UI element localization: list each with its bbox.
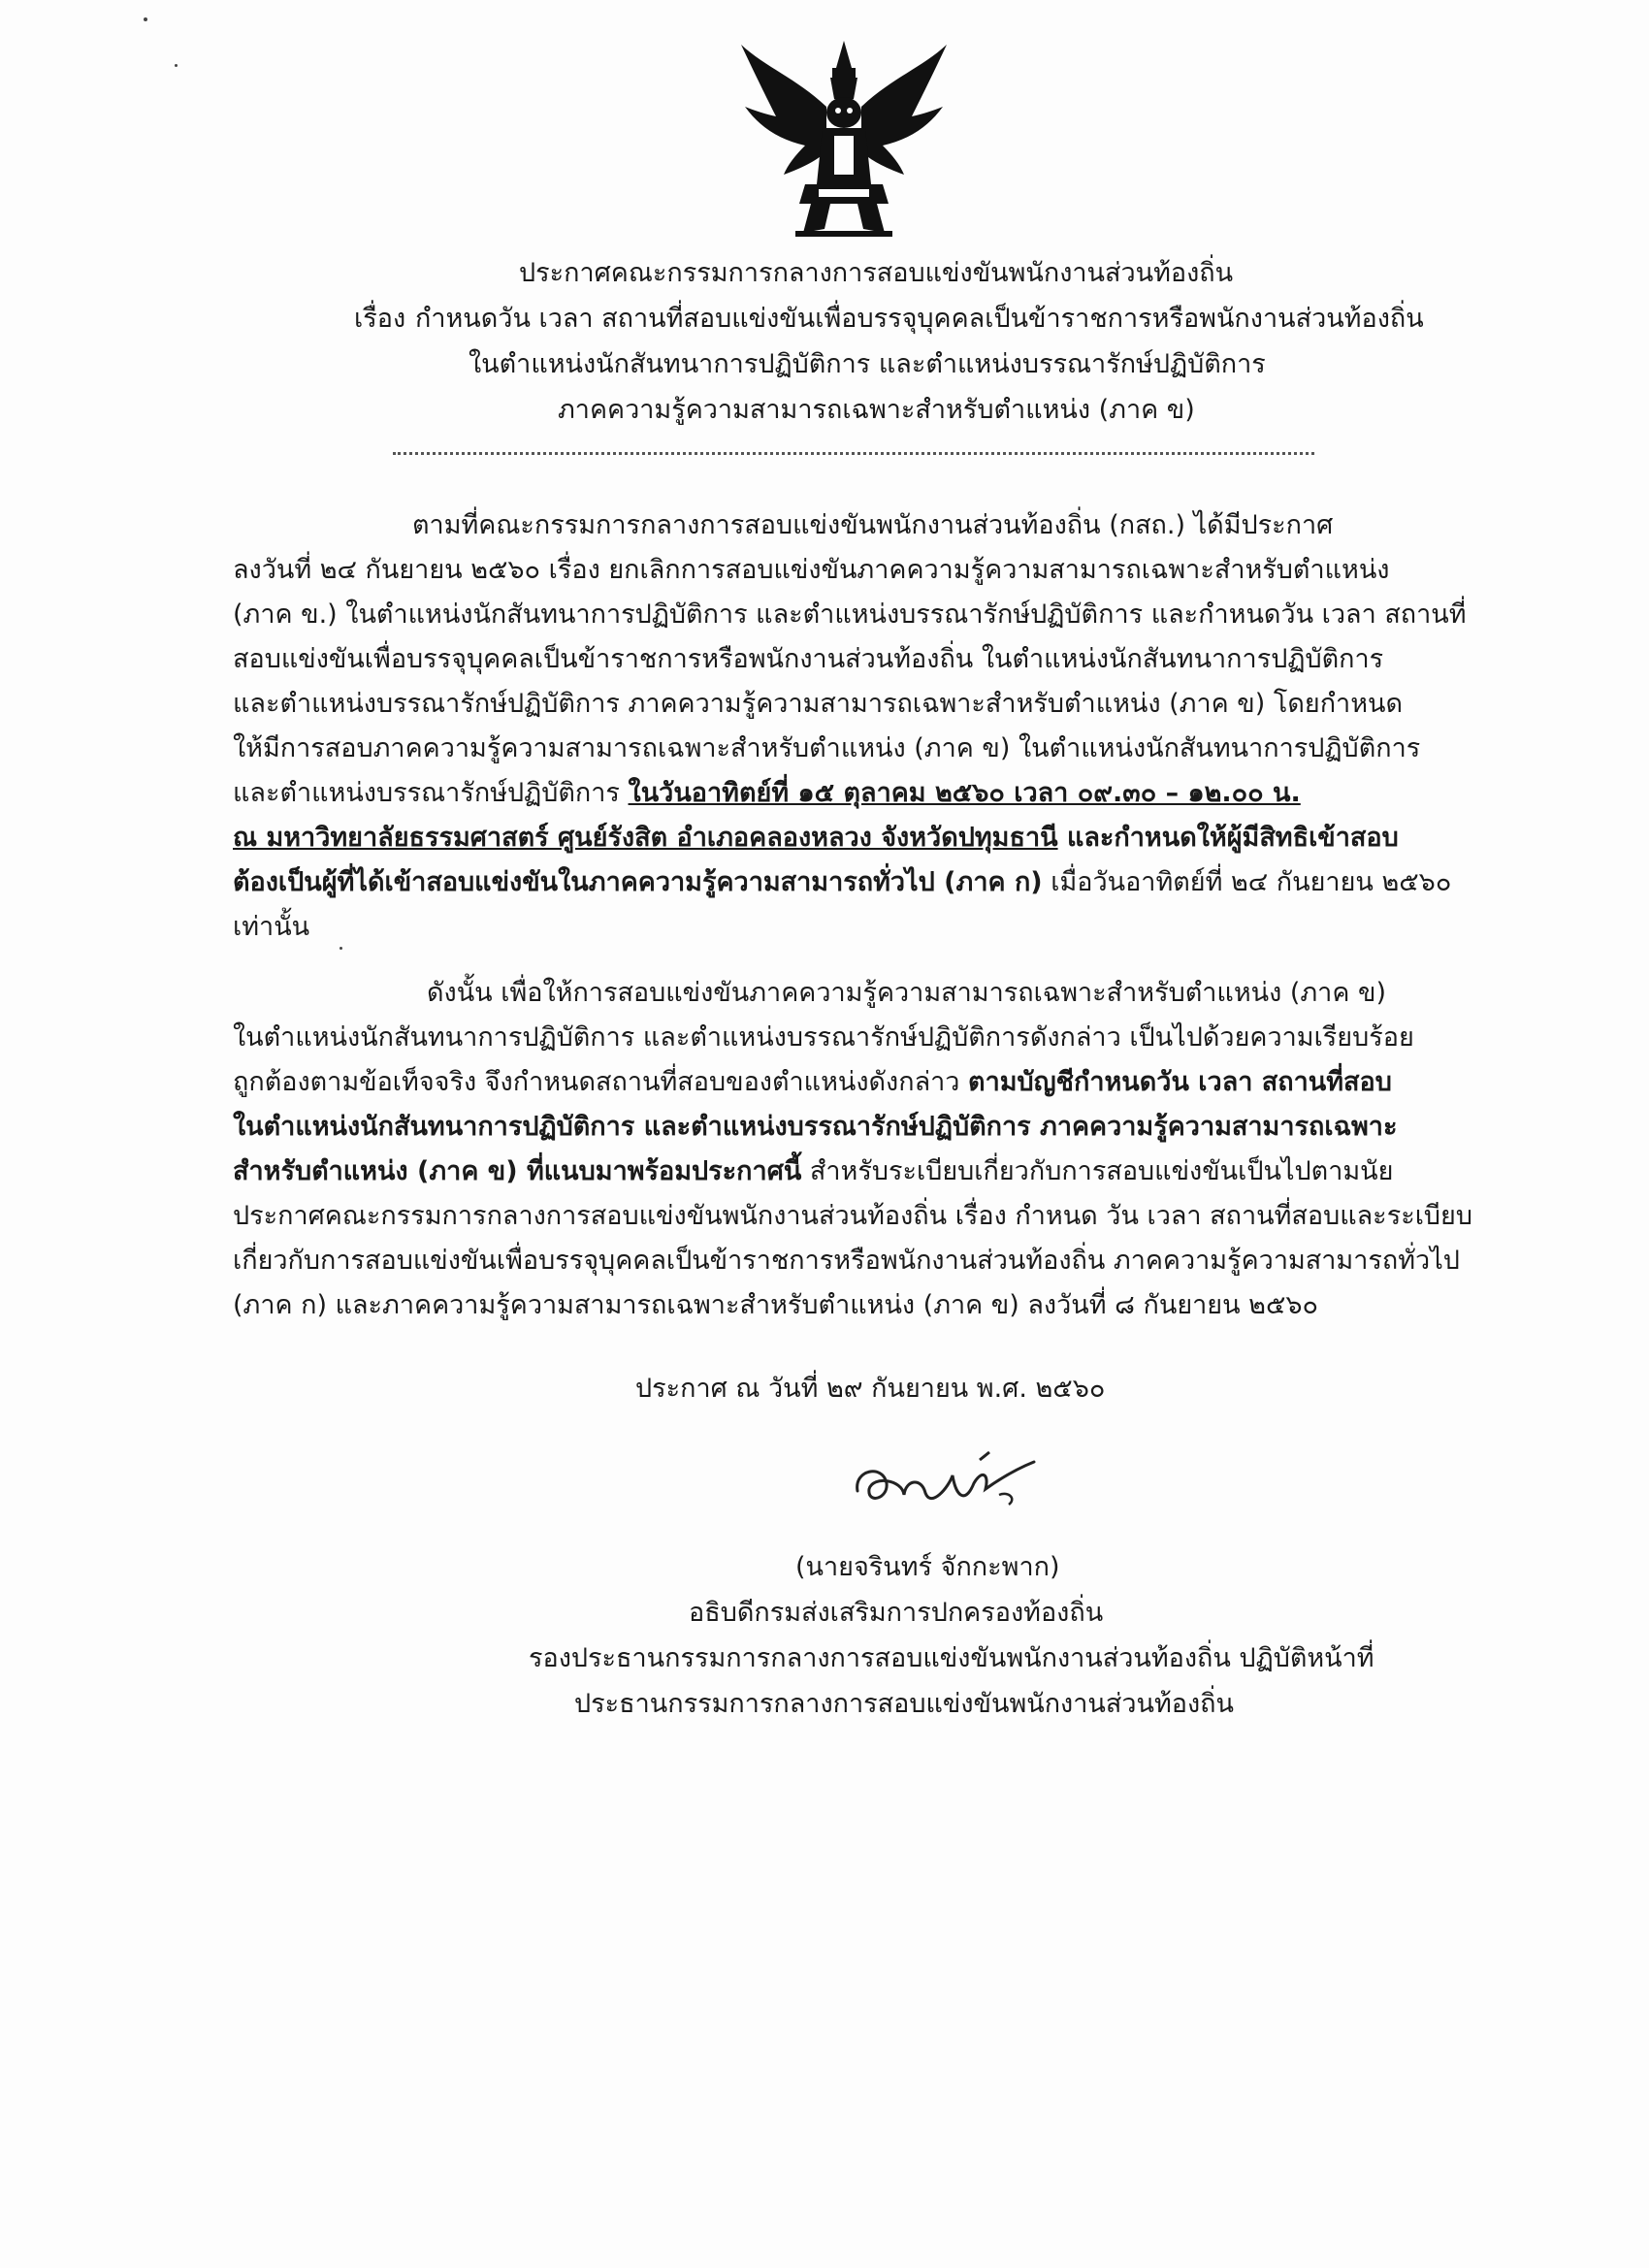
signatory-title-2: รองประธานกรรมการกลางการสอบแข่งขันพนักงานส่วนท้องถิ่น ปฏิบัติหน้าที่ (529, 1643, 1374, 1673)
para2-line-5 (233, 1152, 1393, 1191)
subject-line-2: ในตำแหน่งนักสันทนาการปฏิบัติการ และตำแหน่งบรรณารักษ์ปฏิบัติการ (469, 349, 1266, 379)
para2-line-3-text: ถูกต้องตามข้อเท็จจริง จึงกำหนดสถานที่สอบของตำแหน่งดังกล่าว (233, 1067, 969, 1097)
para1-line-6: ให้มีการสอบภาคความรู้ความสามารถเฉพาะสำหรับตำแหน่ง (ภาค ข) ในตำแหน่งนักสันทนาการปฏิบัติการ (233, 733, 1421, 763)
para1-line-10: เท่านั้น (233, 912, 310, 942)
divider-dotted-line (393, 452, 1314, 455)
para2-line-2: ในตำแหน่งนักสันทนาการปฏิบัติการ และตำแหน่งบรรณารักษ์ปฏิบัติการดังกล่าว เป็นไปด้วยความเรียบร้อย (233, 1022, 1414, 1053)
exam-date-time: ในวันอาทิตย์ที่ ๑๕ ตุลาคม ๒๕๖๐ เวลา ๐๙.๓๐ – ๑๒.๐๐ น. (628, 778, 1301, 808)
para2-line-8: (ภาค ก) และภาคความรู้ความสามารถเฉพาะสำหรับตำแหน่ง (ภาค ข) ลงวันที่ ๘ กันยายน ๒๕๖๐ (233, 1290, 1319, 1320)
subject-label: เรื่อง (354, 304, 406, 334)
para1-line-8 (233, 819, 1399, 858)
signatory-title-1: อธิบดีกรมส่งเสริมการปกครองท้องถิ่น (689, 1598, 1104, 1628)
para1-line-7-text: และตำแหน่งบรรณารักษ์ปฏิบัติการ (233, 778, 629, 808)
para1-line-5: และตำแหน่งบรรณารักษ์ปฏิบัติการ ภาคความรู้ความสามารถเฉพาะสำหรับตำแหน่ง (ภาค ข) โดยกำหนด (233, 689, 1403, 719)
scan-speck (175, 64, 178, 67)
schedule-reference-end: สำหรับตำแหน่ง (ภาค ข) ที่แนบมาพร้อมประกาศนี้ (233, 1156, 802, 1186)
signatory-title-3: ประธานกรรมการกลางการสอบแข่งขันพนักงานส่วนท้องถิ่น (574, 1689, 1234, 1719)
schedule-reference: ตามบัญชีกำหนดวัน เวลา สถานที่สอบ (968, 1067, 1392, 1097)
para1-line-7 (233, 774, 1301, 813)
para1-line-8-text: และกำหนดให้ผู้มีสิทธิเข้าสอบ (1057, 823, 1399, 853)
para2-line-7: เกี่ยวกับการสอบแข่งขันเพื่อบรรจุบุคคลเป็นข้าราชการหรือพนักงานส่วนท้องถิ่น ภาคความรู้ความสามารถทั่วไป (233, 1246, 1460, 1276)
para1-line-3: (ภาค ข.) ในตำแหน่งนักสันทนาการปฏิบัติการ และตำแหน่งบรรณารักษ์ปฏิบัติการ และกำหนดวัน เวลา สถานที่ (233, 599, 1467, 630)
announcement-title: ประกาศคณะกรรมการกลางการสอบแข่งขันพนักงานส่วนท้องถิ่น (519, 258, 1234, 288)
exam-venue: ณ มหาวิทยาลัยธรรมศาสตร์ ศูนย์รังสิต อำเภอคลองหลวง จังหวัดปทุมธานี (233, 823, 1058, 853)
para2-line-5-text: สำหรับระเบียบเกี่ยวกับการสอบแข่งขันเป็นไปตามนัย (801, 1156, 1394, 1186)
subject-line-3: ภาคความรู้ความสามารถเฉพาะสำหรับตำแหน่ง (ภาค ข) (558, 395, 1195, 425)
para2-line-4: ในตำแหน่งนักสันทนาการปฏิบัติการ และตำแหน่งบรรณารักษ์ปฏิบัติการ ภาคความรู้ความสามารถเฉพาะ (233, 1112, 1398, 1142)
para1-line-4: สอบแข่งขันเพื่อบรรจุบุคคลเป็นข้าราชการหรือพนักงานส่วนท้องถิ่น ในตำแหน่งนักสันทนาการปฏิบัติการ (233, 644, 1384, 674)
para1-line-1: ตามที่คณะกรรมการกลางการสอบแข่งขันพนักงานส่วนท้องถิ่น (กสถ.) ได้มีประกาศ (412, 510, 1334, 540)
para2-line-3 (233, 1063, 1392, 1102)
para2-line-1: ดังนั้น เพื่อให้การสอบแข่งขันภาคความรู้ความสามารถเฉพาะสำหรับตำแหน่ง (ภาค ข) (427, 978, 1386, 1008)
garuda-emblem-icon (737, 39, 951, 243)
para1-line-9-text: เมื่อวันอาทิตย์ที่ ๒๔ กันยายน ๒๕๖๐ (1042, 867, 1452, 897)
signatory-name: (นายจรินทร์ จักกะพาก) (795, 1552, 1060, 1582)
announcement-date: ประกาศ ณ วันที่ ๒๙ กันยายน พ.ศ. ๒๕๖๐ (635, 1374, 1106, 1404)
para2-line-6: ประกาศคณะกรรมการกลางการสอบแข่งขันพนักงานส่วนท้องถิ่น เรื่อง กำหนด วัน เวลา สถานที่สอบและระเบียบ (233, 1201, 1473, 1231)
para1-line-9 (233, 863, 1451, 902)
subject-line-1: กำหนดวัน เวลา สถานที่สอบแข่งขันเพื่อบรรจุบุคคลเป็นข้าราชการหรือพนักงานส่วนท้องถิ่น (415, 304, 1424, 334)
eligibility-condition: ต้องเป็นผู้ที่ได้เข้าสอบแข่งขันในภาคความรู้ความสามารถทั่วไป (ภาค ก) (233, 867, 1043, 897)
scan-speck (144, 17, 147, 21)
para1-line-2: ลงวันที่ ๒๔ กันยายน ๒๕๖๐ เรื่อง ยกเลิกการสอบแข่งขันภาคความรู้ความสามารถเฉพาะสำหรับตำแหน่ง (233, 555, 1390, 585)
scan-speck (340, 947, 342, 950)
handwritten-signature (844, 1441, 1048, 1528)
